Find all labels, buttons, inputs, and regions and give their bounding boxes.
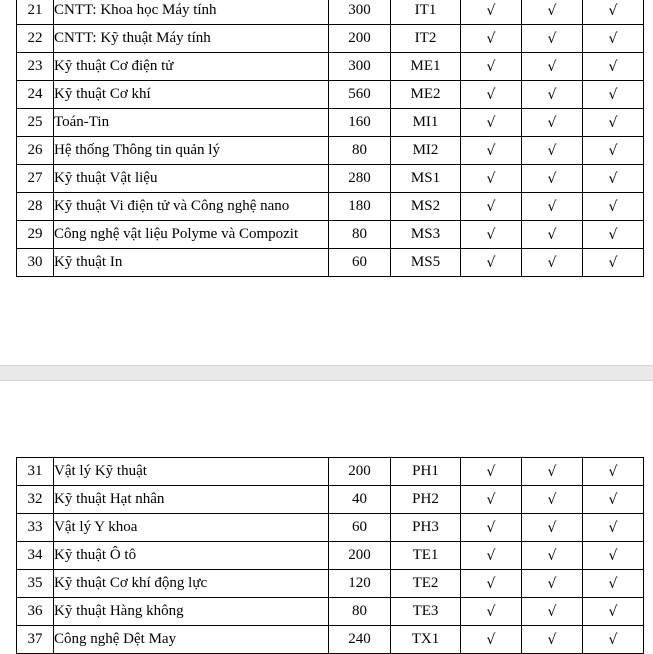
row-number: 27: [17, 165, 54, 193]
check-mark-3: √: [583, 570, 644, 598]
check-mark-2: √: [522, 81, 583, 109]
program-code: TX1: [391, 626, 461, 654]
check-mark-2: √: [522, 486, 583, 514]
program-name: Kỹ thuật Vật liệu: [54, 165, 329, 193]
check-mark-3: √: [583, 193, 644, 221]
enrollment-quota: 300: [329, 0, 391, 25]
check-mark-2: √: [522, 165, 583, 193]
program-name: Kỹ thuật Cơ khí động lực: [54, 570, 329, 598]
row-number: 21: [17, 0, 54, 25]
row-number: 30: [17, 249, 54, 277]
program-code: ME1: [391, 53, 461, 81]
check-mark-2: √: [522, 193, 583, 221]
check-mark-3: √: [583, 514, 644, 542]
row-number: 37: [17, 626, 54, 654]
program-code: TE1: [391, 542, 461, 570]
enrollment-quota: 180: [329, 193, 391, 221]
program-code: PH3: [391, 514, 461, 542]
table-row: [17, 249, 644, 277]
enrollment-quota: 80: [329, 137, 391, 165]
table-row: [17, 25, 644, 53]
check-mark-2: √: [522, 109, 583, 137]
check-mark-1: √: [461, 249, 522, 277]
program-name: Công nghệ Dệt May: [54, 626, 329, 654]
program-name: CNTT: Khoa học Máy tính: [54, 0, 329, 25]
check-mark-1: √: [461, 221, 522, 249]
programs-table-bottom: [16, 457, 644, 654]
table-row: [17, 570, 644, 598]
enrollment-quota: 560: [329, 81, 391, 109]
check-mark-2: √: [522, 514, 583, 542]
check-mark-1: √: [461, 81, 522, 109]
program-code: TE3: [391, 598, 461, 626]
table-row: [17, 626, 644, 654]
program-code: MI1: [391, 109, 461, 137]
enrollment-quota: 60: [329, 514, 391, 542]
table-row: [17, 542, 644, 570]
check-mark-2: √: [522, 249, 583, 277]
program-name: Hệ thống Thông tin quản lý: [54, 137, 329, 165]
check-mark-3: √: [583, 486, 644, 514]
enrollment-quota: 200: [329, 458, 391, 486]
check-mark-2: √: [522, 53, 583, 81]
row-number: 25: [17, 109, 54, 137]
enrollment-quota: 240: [329, 626, 391, 654]
row-number: 28: [17, 193, 54, 221]
check-mark-1: √: [461, 25, 522, 53]
check-mark-2: √: [522, 542, 583, 570]
check-mark-3: √: [583, 598, 644, 626]
program-name: Kỹ thuật Hạt nhân: [54, 486, 329, 514]
table-row: [17, 514, 644, 542]
check-mark-2: √: [522, 598, 583, 626]
check-mark-3: √: [583, 137, 644, 165]
check-mark-3: √: [583, 81, 644, 109]
check-mark-1: √: [461, 542, 522, 570]
table-row: [17, 486, 644, 514]
table-row: [17, 81, 644, 109]
program-code: ME2: [391, 81, 461, 109]
program-name: Vật lý Y khoa: [54, 514, 329, 542]
row-number: 36: [17, 598, 54, 626]
row-number: 24: [17, 81, 54, 109]
program-code: IT2: [391, 25, 461, 53]
check-mark-2: √: [522, 458, 583, 486]
program-name: Kỹ thuật Cơ khí: [54, 81, 329, 109]
check-mark-1: √: [461, 514, 522, 542]
program-name: Kỹ thuật Hàng không: [54, 598, 329, 626]
enrollment-quota: 200: [329, 542, 391, 570]
check-mark-3: √: [583, 109, 644, 137]
check-mark-2: √: [522, 137, 583, 165]
enrollment-quota: 40: [329, 486, 391, 514]
row-number: 32: [17, 486, 54, 514]
check-mark-3: √: [583, 165, 644, 193]
program-name: Vật lý Kỹ thuật: [54, 458, 329, 486]
check-mark-2: √: [522, 25, 583, 53]
check-mark-1: √: [461, 626, 522, 654]
program-code: MI2: [391, 137, 461, 165]
program-name: Kỹ thuật Cơ điện tử: [54, 53, 329, 81]
program-code: PH1: [391, 458, 461, 486]
check-mark-1: √: [461, 109, 522, 137]
check-mark-1: √: [461, 193, 522, 221]
program-name: Công nghệ vật liệu Polyme và Compozit: [54, 221, 329, 249]
row-number: 34: [17, 542, 54, 570]
table-row: [17, 53, 644, 81]
check-mark-1: √: [461, 165, 522, 193]
check-mark-3: √: [583, 0, 644, 25]
enrollment-quota: 60: [329, 249, 391, 277]
check-mark-3: √: [583, 221, 644, 249]
program-code: PH2: [391, 486, 461, 514]
table-row: [17, 109, 644, 137]
check-mark-2: √: [522, 221, 583, 249]
check-mark-1: √: [461, 570, 522, 598]
enrollment-quota: 300: [329, 53, 391, 81]
table-row: [17, 0, 644, 25]
enrollment-quota: 80: [329, 598, 391, 626]
programs-table-top: [16, 0, 644, 277]
check-mark-2: √: [522, 0, 583, 25]
check-mark-1: √: [461, 598, 522, 626]
row-number: 35: [17, 570, 54, 598]
program-code: MS5: [391, 249, 461, 277]
check-mark-2: √: [522, 626, 583, 654]
program-name: Kỹ thuật Vi điện tử và Công nghệ nano: [54, 193, 329, 221]
check-mark-1: √: [461, 137, 522, 165]
table-row: [17, 193, 644, 221]
program-name: Kỹ thuật Ô tô: [54, 542, 329, 570]
program-code: MS2: [391, 193, 461, 221]
enrollment-quota: 280: [329, 165, 391, 193]
check-mark-3: √: [583, 458, 644, 486]
row-number: 23: [17, 53, 54, 81]
program-code: MS1: [391, 165, 461, 193]
check-mark-1: √: [461, 0, 522, 25]
program-code: MS3: [391, 221, 461, 249]
check-mark-3: √: [583, 249, 644, 277]
check-mark-3: √: [583, 25, 644, 53]
table-row: [17, 221, 644, 249]
check-mark-3: √: [583, 542, 644, 570]
row-number: 26: [17, 137, 54, 165]
check-mark-1: √: [461, 53, 522, 81]
program-name: Kỹ thuật In: [54, 249, 329, 277]
row-number: 33: [17, 514, 54, 542]
page-break-gap: [0, 365, 653, 381]
check-mark-2: √: [522, 570, 583, 598]
table-row: [17, 137, 644, 165]
program-name: CNTT: Kỹ thuật Máy tính: [54, 25, 329, 53]
row-number: 22: [17, 25, 54, 53]
program-name: Toán-Tin: [54, 109, 329, 137]
program-code: IT1: [391, 0, 461, 25]
check-mark-3: √: [583, 53, 644, 81]
check-mark-1: √: [461, 458, 522, 486]
check-mark-1: √: [461, 486, 522, 514]
table-row: [17, 458, 644, 486]
table-row: [17, 165, 644, 193]
table-row: [17, 598, 644, 626]
check-mark-3: √: [583, 626, 644, 654]
enrollment-quota: 160: [329, 109, 391, 137]
row-number: 31: [17, 458, 54, 486]
row-number: 29: [17, 221, 54, 249]
enrollment-quota: 80: [329, 221, 391, 249]
program-code: TE2: [391, 570, 461, 598]
enrollment-quota: 200: [329, 25, 391, 53]
enrollment-quota: 120: [329, 570, 391, 598]
